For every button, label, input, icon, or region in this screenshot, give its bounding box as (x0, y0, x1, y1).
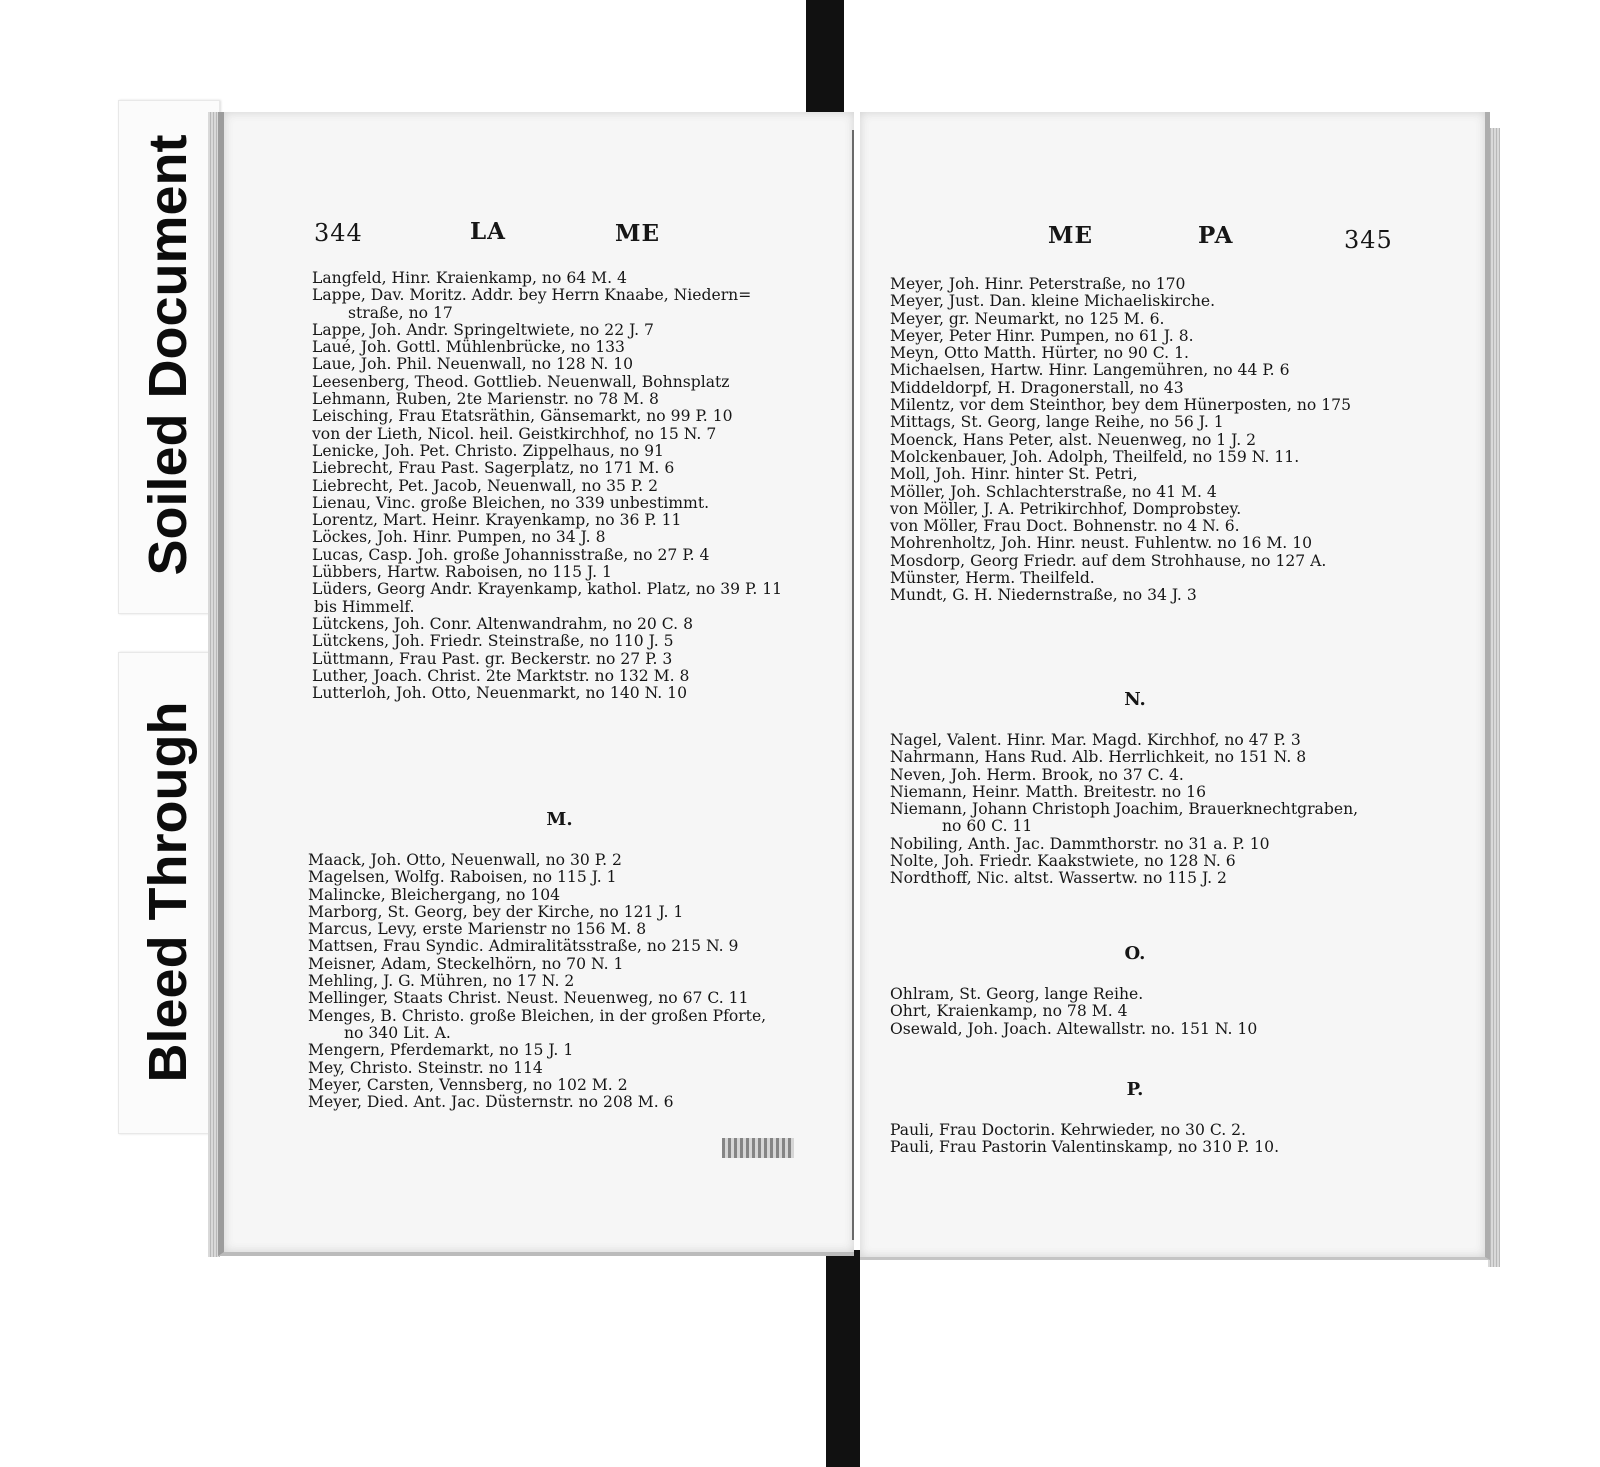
entry: Lüders, Georg Andr. Krayenkamp, kathol. Platz, no 39 P. 11 (312, 580, 783, 599)
entry: Lappe, Joh. Andr. Springeltwiete, no 22 J. 7 (312, 320, 654, 339)
entry: Lienau, Vinc. große Bleichen, no 339 unbestimmt. (312, 493, 710, 512)
entry: Niemann, Johann Christoph Joachim, Brauerknechtgraben, (890, 800, 1359, 819)
entry: Menges, B. Christo. große Bleichen, in der großen Pforte, (308, 1006, 767, 1025)
entry: Moll, Joh. Hinr. hinter St. Petri, (890, 465, 1138, 484)
entry: Nolte, Joh. Friedr. Kaakstwiete, no 128 N. 6 (890, 852, 1236, 871)
entry: Neven, Joh. Herm. Brook, no 37 C. 4. (890, 765, 1184, 784)
entry: Meyer, Carsten, Vennsberg, no 102 M. 2 (308, 1075, 628, 1094)
right-entries-p (890, 1122, 1390, 1157)
entry: Liebrecht, Frau Past. Sagerplatz, no 171 M. 6 (312, 459, 675, 478)
entry: von der Lieth, Nicol. heil. Geistkirchhof, no 15 N. 7 (312, 424, 717, 443)
entry: Michaelsen, Hartw. Hinr. Langemühren, no 44 P. 6 (890, 361, 1290, 380)
entry: Leesenberg, Theod. Gottlieb. Neuenwall, Bohnsplatz (312, 372, 730, 391)
entry: Pauli, Frau Doctorin. Kehrwieder, no 30 C. 2. (890, 1121, 1247, 1139)
left-head-left: LA (470, 218, 507, 245)
entry: Lorentz, Mart. Heinr. Krayenkamp, no 36 P. 11 (312, 511, 682, 530)
entry: Meyn, Otto Matth. Hürter, no 90 C. 1. (890, 344, 1189, 363)
entry: Lütckens, Joh. Conr. Altenwandrahm, no 20 C. 8 (312, 614, 693, 633)
entry: Mosdorp, Georg Friedr. auf dem Strohhause, no 127 A. (890, 551, 1327, 570)
entry: Middeldorpf, H. Dragonerstall, no 43 (890, 378, 1184, 397)
right-page-number: 345 (1344, 226, 1393, 254)
entry: Laue, Joh. Phil. Neuenwall, no 128 N. 10 (312, 355, 634, 374)
entry: Pauli, Frau Pastorin Valentinskamp, no 310 P. 10. (890, 1138, 1280, 1157)
entry: von Möller, Frau Doct. Bohnenstr. no 4 N. 6. (890, 517, 1240, 536)
entry: Mattsen, Frau Syndic. Admiralitätsstraße, no 215 N. 9 (308, 937, 739, 956)
entry: Mehling, J. G. Mühren, no 17 N. 2 (308, 972, 575, 991)
entry: Mengern, Pferdemarkt, no 15 J. 1 (308, 1041, 574, 1060)
entry: Lüttmann, Frau Past. gr. Beckerstr. no 27 P. 3 (312, 649, 673, 668)
entry: Meyer, Died. Ant. Jac. Düsternstr. no 208 M. 6 (308, 1093, 674, 1112)
entry: Mohrenholtz, Joh. Hinr. neust. Fuhlentw. no 16 M. 10 (890, 534, 1313, 553)
entry: Mey, Christo. Steinstr. no 114 (308, 1058, 543, 1077)
entry: Laué, Joh. Gottl. Mühlenbrücke, no 133 (312, 338, 625, 357)
left-head-right: ME (615, 220, 660, 247)
entry: Langfeld, Hinr. Kraienkamp, no 64 M. 4 (312, 269, 627, 287)
section-heading-p: P. (1126, 1079, 1144, 1100)
right-entries-o (890, 986, 1390, 1038)
entry: Lutterloh, Joh. Otto, Neuenmarkt, no 140 N. 10 (312, 684, 688, 703)
entry: Milentz, vor dem Steinthor, bey dem Hünerposten, no 175 (890, 396, 1352, 415)
entry: Mellinger, Staats Christ. Neust. Neuenweg, no 67 C. 11 (308, 989, 749, 1008)
entry: Marcus, Levy, erste Marienstr no 156 M. 8 (308, 920, 647, 939)
entry: Meyer, Just. Dan. kleine Michaeliskirche. (890, 292, 1216, 311)
entry: Mittags, St. Georg, lange Reihe, no 56 J. 1 (890, 413, 1224, 432)
section-heading-o: O. (1124, 943, 1146, 964)
entry: Lucas, Casp. Joh. große Johannisstraße, no 27 P. 4 (312, 545, 710, 564)
entry-continuation: no 340 Lit. A. (344, 1023, 451, 1042)
entry: Nahrmann, Hans Rud. Alb. Herrlichkeit, no 151 N. 8 (890, 748, 1307, 767)
entry: Molckenbauer, Joh. Adolph, Theilfeld, no 159 N. 11. (890, 447, 1300, 466)
entry: Liebrecht, Pet. Jacob, Neuenwall, no 35 P. 2 (312, 476, 659, 495)
entry: Maack, Joh. Otto, Neuenwall, no 30 P. 2 (308, 851, 622, 869)
entry-continuation: no 60 C. 11 (942, 817, 1033, 836)
entry: Nobiling, Anth. Jac. Dammthorstr. no 31 a. P. 10 (890, 834, 1270, 853)
entry: Mundt, G. H. Niedernstraße, no 34 J. 3 (890, 586, 1197, 605)
entry: Osewald, Joh. Joach. Altewallstr. no. 151 N. 10 (890, 1019, 1258, 1038)
entry: Ohrt, Kraienkamp, no 78 M. 4 (890, 1002, 1128, 1021)
entry: Meyer, Joh. Hinr. Peterstraße, no 170 (890, 275, 1186, 293)
entry: Nordthoff, Nic. altst. Wassertw. no 115 J. 2 (890, 869, 1227, 888)
entry-continuation: bis Himmelf. (314, 597, 415, 616)
right-entries-m (890, 276, 1390, 605)
entry: Malincke, Bleichergang, no 104 (308, 885, 561, 904)
entry: Lübbers, Hartw. Raboisen, no 115 J. 1 (312, 563, 612, 582)
entry: von Möller, J. A. Petrikirchhof, Domprobstey. (890, 499, 1242, 518)
smudge-mark (722, 1138, 794, 1158)
entry: Münster, Herm. Theilfeld. (890, 569, 1095, 588)
binding-bar-bottom (826, 1250, 860, 1467)
entry: Leisching, Frau Etatsräthin, Gänsemarkt, no 99 P. 10 (312, 407, 733, 426)
section-heading-m: M. (546, 809, 573, 830)
page-gutter (852, 130, 854, 1240)
entry: Meyer, gr. Neumarkt, no 125 M. 6. (890, 309, 1165, 328)
entry: Luther, Joach. Christ. 2te Marktstr. no 132 M. 8 (312, 666, 690, 685)
entry: Lütckens, Joh. Friedr. Steinstraße, no 110 J. 5 (312, 632, 674, 651)
entry: Lehmann, Ruben, 2te Marienstr. no 78 M. 8 (312, 390, 659, 409)
entry: Magelsen, Wolfg. Raboisen, no 115 J. 1 (308, 868, 617, 887)
entry: Lenicke, Joh. Pet. Christo. Zippelhaus, no 91 (312, 441, 664, 460)
right-head-left: ME (1048, 222, 1093, 249)
section-heading-n: N. (1124, 689, 1146, 710)
entry-continuation: straße, no 17 (348, 303, 453, 322)
left-entries-m (308, 852, 808, 1111)
entry: Möller, Joh. Schlachterstraße, no 41 M. 4 (890, 482, 1217, 501)
entry: Lappe, Dav. Moritz. Addr. bey Herrn Knaabe, Niedern= (312, 286, 752, 305)
bleed-through-label: Bleed Through (138, 701, 198, 1083)
binding-bar-top (806, 0, 844, 130)
left-page-number: 344 (314, 219, 363, 247)
entry: Meisner, Adam, Steckelhörn, no 70 N. 1 (308, 954, 624, 973)
entry: Nagel, Valent. Hinr. Mar. Magd. Kirchhof, no 47 P. 3 (890, 731, 1301, 749)
entry: Ohlram, St. Georg, lange Reihe. (890, 985, 1144, 1003)
soiled-document-label: Soiled Document (138, 134, 198, 576)
entry: Niemann, Heinr. Matth. Breitestr. no 16 (890, 782, 1206, 801)
entry: Meyer, Peter Hinr. Pumpen, no 61 J. 8. (890, 326, 1194, 345)
left-entries-l (312, 270, 812, 702)
entry: Moenck, Hans Peter, alst. Neuenweg, no 1 J. 2 (890, 430, 1257, 449)
right-entries-n (890, 732, 1390, 888)
entry: Marborg, St. Georg, bey der Kirche, no 121 J. 1 (308, 902, 684, 921)
entry: Löckes, Joh. Hinr. Pumpen, no 34 J. 8 (312, 528, 606, 547)
right-head-right: PA (1198, 222, 1234, 249)
